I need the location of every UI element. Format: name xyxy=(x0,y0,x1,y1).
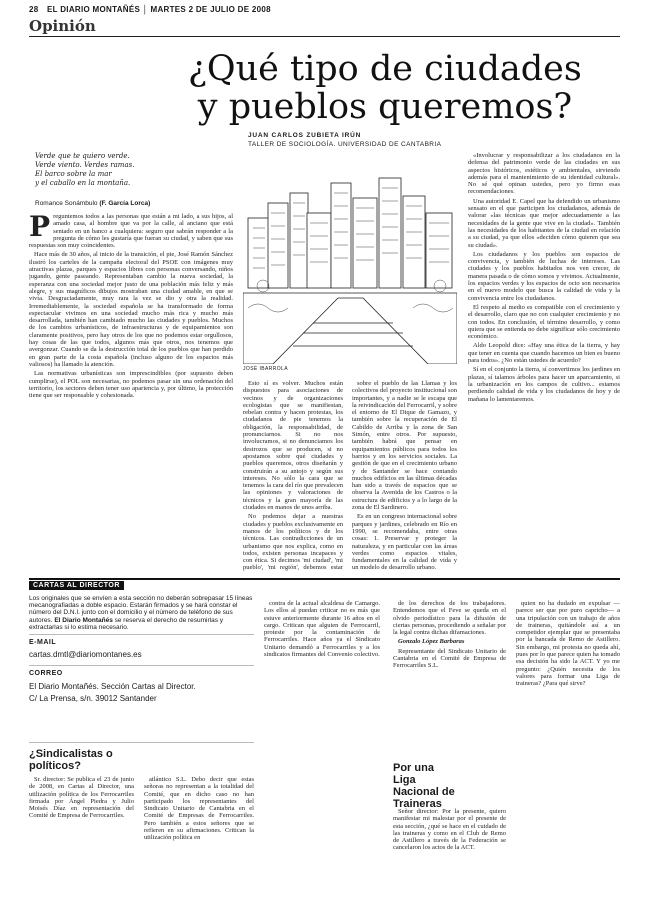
article-headline xyxy=(150,50,620,126)
poem-line-3: El barco sobre la mar xyxy=(35,170,112,178)
poem-attribution xyxy=(35,200,150,207)
letter-1-column-4 xyxy=(393,600,506,760)
article-column-1 xyxy=(29,213,233,573)
cartas-info-brand: El Diario Montañés xyxy=(54,616,113,624)
divider xyxy=(29,634,254,635)
poem-title: Romance Sonámbulo xyxy=(35,200,98,207)
byline xyxy=(248,132,608,148)
letter-1-column-1 xyxy=(29,776,134,896)
page-header xyxy=(29,5,271,14)
correo-label: CORREO xyxy=(29,670,63,677)
letter-2-column-1 xyxy=(393,808,506,896)
letter-1-column-2 xyxy=(144,776,254,896)
article-paragraph: Una autoridad E. Capel que ha defendido un urbanismo sensato en el que participen los ciudadanos, además de valorar «las técnicas que mejor adecuadamente a las necesidades de la gente que vive en la ciudad». También las necesidades de los habitantes de la ciudad en relación a su ciudad, ya que ellos «deciden cómo quieren que sea su ciudad». xyxy=(468,197,620,249)
article-paragraph: Sí en el conjunto la tierra, sí convertimos los jardines en plazas, sí talamos árboles para hacer un aparcamiento, si la urbanización en los campos de cultivo... estamos perdiendo calidad de vida y los ciudadanos de hoy y de mañana lo lamentaremos. xyxy=(468,366,620,403)
letter-paragraph: quien no ha dudado en expulsar —parece ser que por puro capricho— a una tripulación con un trabajo de años de traineras, quitándole así a un competidor ejemplar que se presentaba por la bancada de Remo de Astillero. Sin embargo, mi protesta no queda ahí, pues por lo que parece quien ha tomado esa decisión ha sido la ACT. Y yo me pregunto: ¿Quién necesita de los valores para formar una Liga de traineras? ¿Para qué sirve? xyxy=(516,600,620,688)
letter-signature: Gonzalo López Barbaras xyxy=(398,638,465,646)
letter-2-title: Por una Liga Nacional de Traineras xyxy=(393,762,455,810)
letter-paragraph: contra de la actual alcaldesa de Camargo. Los ellos al puedan criticar no es más que estuve anteriormente durante 16 años en el cargo. Critican que alguien de Ferrocarril, proteste por la contaminación de Ferrocarriles. Hace años ya el Sindicato Unitario demandó a Ferrocarriles y a los sindicatos firmantes del Convenio colectivo. xyxy=(264,600,380,659)
cartas-section-title: CARTAS AL DIRECTOR xyxy=(29,581,124,590)
letter-1-column-3 xyxy=(264,600,380,896)
cartas-section-bar xyxy=(29,578,620,590)
divider xyxy=(29,665,254,666)
letter-1-title: ¿Sindicalistas o políticos? xyxy=(29,748,113,772)
article-paragraph: Esto sí es volver. Muchos están dispuestos para asociaciones de vecinos y de organizaciones ecologistas que se manifiestan, rebelan contra y hacen protestas, los ciudadanos de pie tenemos la obligación, la responsabilidad, de pronunciarnos. Si no nos involucramos, si no denunciamos los destrozos que se producen, si no apostamos sobre qué ciudades y pueblos queremos, otros diseñarán y construirán a su antojo y según sus intereses. No sólo la cara que se tenemos la cara del río que prevalecen las opiniones y valoraciones de técnicos y la gran mayoría de las ciudades en manos de unos arriba. xyxy=(243,380,343,512)
page-number: 28 xyxy=(29,5,39,14)
drop-cap: P xyxy=(29,213,51,243)
letter-paragraph: de los derechos de los trabajadores. Entendemos que el Feve se queda en el olvido periodístico para la difusión de ciertas personas, procediendo a señalar por la legal contra dichas difamaciones. xyxy=(393,600,506,637)
letter-paragraph: Sr. director: Se publica el 23 de junio de 2008, en Cartas al Director, una utilización política de los Ferrocarriles firmada por Ángel Piedra y Julio Moisés Díaz en representación del Comité de Empresa de Ferrocarriles. xyxy=(29,776,134,820)
poem-line-4: y el caballo en la montaña. xyxy=(35,179,131,187)
article-column-4 xyxy=(468,152,620,572)
article-column-2 xyxy=(243,380,343,572)
article-paragraph: «Involucrar y responsabilizar a los ciudadanos en la defensa del patrimonio verde de las ciudades en sus aspectos históricos, estéticos y ambientales, sirviendo además para el mantenimiento de su identidad cultural». No sé qué opinan ustedes, pero yo firmo esas recomendaciones. xyxy=(468,152,620,196)
header-divider xyxy=(29,36,620,37)
article-paragraph: Aldo Leopold dice: «Hay una ética de la tierra, y hay que tener en cuenta que cuando hacemos un bien es bueno para todos». ¿No están ustedes de acuerdo? xyxy=(468,342,620,365)
article-paragraph: sobre el pueblo de las Llamas y los colectivos del proyecto institucional son importantes, y a nadie se le escapa que la reivindicación del Ferrocarril, y sobre el entorno de El Dique de Gamazo, y también sobre la recuperación de El Cabildo de Arriba y la zona de San Simón, entre otros. Por supuesto, también habrá que pensar en equipamientos públicos para todos los barrios y en los servicios sociales. La gestión de que en el crecimiento urbano y de Santander se hace contando muchos edificios en las últimas décadas han sido a través de espacios que se observa la Avenida de los Castros o la estructura de edificios y a lo largo de la zona de El Sardinero. xyxy=(352,380,457,512)
epigraph-poem xyxy=(35,152,195,188)
headline-line-2: y pueblos queremos? xyxy=(197,87,573,127)
article-paragraph: Las normativas urbanísticas son imprescindibles (por supuesto deben cumplirse), el POL son necesarias, no podemos pasar sin una ordenación del territorio, los sectores deben tener uso apariencia y, por último, la protección tiene que ser responsable y cohesionada. xyxy=(29,370,233,400)
newspaper-line: EL DIARIO MONTAÑÉS │ MARTES 2 DE JULIO DE 2008 xyxy=(47,5,271,14)
poem-line-2: Verde viento. Verdes ramas. xyxy=(35,161,135,169)
cartas-info xyxy=(29,595,254,631)
article-paragraph: No podemos dejar a nuestras ciudades y pueblos exclusivamente en manos de los políticos y de los técnicos. Las contradicciones de un urbanismo que nos explica, como en todos, existen personas incapaces y con ética. Si decimos 'mi ciudad', 'mi pueblo', 'mi región', debemos estar xyxy=(243,513,343,572)
author-affiliation: TALLER DE SOCIOLOGÍA. UNIVERSIDAD DE CANTABRIA xyxy=(248,141,442,148)
article-paragraph: Hace más de 30 años, al inicio de la transición, el pie, José Ramón Sánchez ilustró los carteles de la campaña electoral del PSOE con imágenes muy atractivas plazas, parques y espacios libres con personas conversando, niños jugando, gente paseando. Representaban cambio la nueva sociedad, la esperanza con una sociedad mejor justo de una población más feliz y más alegre, y sus magníficos dibujos mostraban una ciudad amable, en que se vivía. Desgraciadamente, muy rara la vez se dio y otra la realidad. Irremediablemente, la sociedad española se ha transformado de forma espectacular vivimos en una sociedad mucho más rica y mucho más desarrollada, también han cambiado mucho las ciudades y pueblos. Muchos de los cambios urbanísticos, de infraestructuras y de equipamientos son claramente positivos, pero hay otros de los que no podemos estar orgullosos, hay cosas de las que todos, algunos más que otros, nos tenemos que avergonzar. Cuando se da la destrucción total de los pueblos que han perdido en gran parte de la costa española (incluso alguno de los espacios más valiosos) ha llamado la atención. xyxy=(29,251,233,368)
illustration-credit: JOSÉ IBARROLA xyxy=(243,366,288,372)
article-paragraph: Es en un congreso internacional sobre parques y jardines, celebrado en Río en 1990, se recomendaba, entre otras cosas: 1. Preservar y proteger la naturaleza, y en particular con las áreas verdes como espacios vitales, fundamentales en la calidad de vida y un modelo de desarrollo urbano. xyxy=(352,513,457,572)
email-label: E-MAIL xyxy=(29,639,57,646)
correo-line-1: El Diario Montañés. Sección Cartas al Director. xyxy=(29,682,196,691)
cartas-info-tail: se reserva el derecho de resumirlas y extractarlas si lo estima necesario. xyxy=(29,616,224,631)
poem-author: (F. García Lorca) xyxy=(99,200,151,207)
divider xyxy=(29,742,254,743)
article-column-3 xyxy=(352,380,457,572)
section-title: Opinión xyxy=(29,17,96,35)
email-address[interactable]: cartas.dmtl@diariomontanes.es xyxy=(29,650,142,659)
article-paragraph: El respeto al medio es compatible con el crecimiento y el desarrollo, claro que no con cualquier crecimiento y no con todos. En conclusión, el término desarrollo, y como quiera que se entienda no debe significar sólo crecimiento económico. xyxy=(468,303,620,341)
letter-signature-role: Representante del Sindicato Unitario de Cantabria en el Comité de Empresa de Ferrocarriles S.L. xyxy=(393,647,506,670)
author-name: JUAN CARLOS ZUBIETA IRÚN xyxy=(248,132,362,139)
correo-line-2: C/ La Prensa, s/n. 39012 Santander xyxy=(29,694,157,703)
poem-line-1: Verde que te quiero verde. xyxy=(35,152,130,160)
city-illustration xyxy=(243,158,457,364)
letter-2-column-2 xyxy=(516,600,620,896)
letter-paragraph: atlántico S.L. Debo decir que estas señoras no representan a la totalidad del Comité, que en dicho caso no han participado los representantes del Sindicato Unitario de Cantabria en el Comité de Empresas de Ferrocarriles. Pero también a estos señores que se refieren en su afirmaciones. Critican la utilización política en xyxy=(144,776,254,842)
cartas-info-text: Los originales que se envíen a esta sección no deberán sobrepasar 15 líneas mecanografiadas a doble espacio. Estarán firmados y se hará constar el número del D.N.I. junto con el domicilio y el número de teléfono de sus autores. xyxy=(29,595,253,624)
article-paragraph: Los ciudadanos y los pueblos son espacios de convivencia, y también de luchas de intereses. Las ciudades y los pueblos habitados nos ven crecer, de manera pasada o de cómo somos y vivimos. Actualmente, los espacios verdes y los espacios de ocio son necesarios en el nuevo modelo que busca la calidad de vida y la convivencia entre los ciudadanos. xyxy=(468,250,620,302)
headline-line-1: ¿Qué tipo de ciudades xyxy=(188,49,582,89)
letter-paragraph: Señor director: Por la presente, quiero manifestar mi malestar por el presente de esta sección, ¿qué se hace en el cuidado de las traineras y como en el Club de Remo de Astillero a través de la Federación se cancelaron los actos de la ACT. xyxy=(393,808,506,852)
article-paragraph: reguntemos todos a las personas que están a mi lado, a sus hijos, al amado casa, al hombre que va por la calle, al anciano que está sentado en un banco a cualquiera: seguro que sabrán responder a la pregunta de cómo les gustaría que fueran su ciudad, y saben que sus respuestas son muy coincidentes. xyxy=(29,213,233,250)
